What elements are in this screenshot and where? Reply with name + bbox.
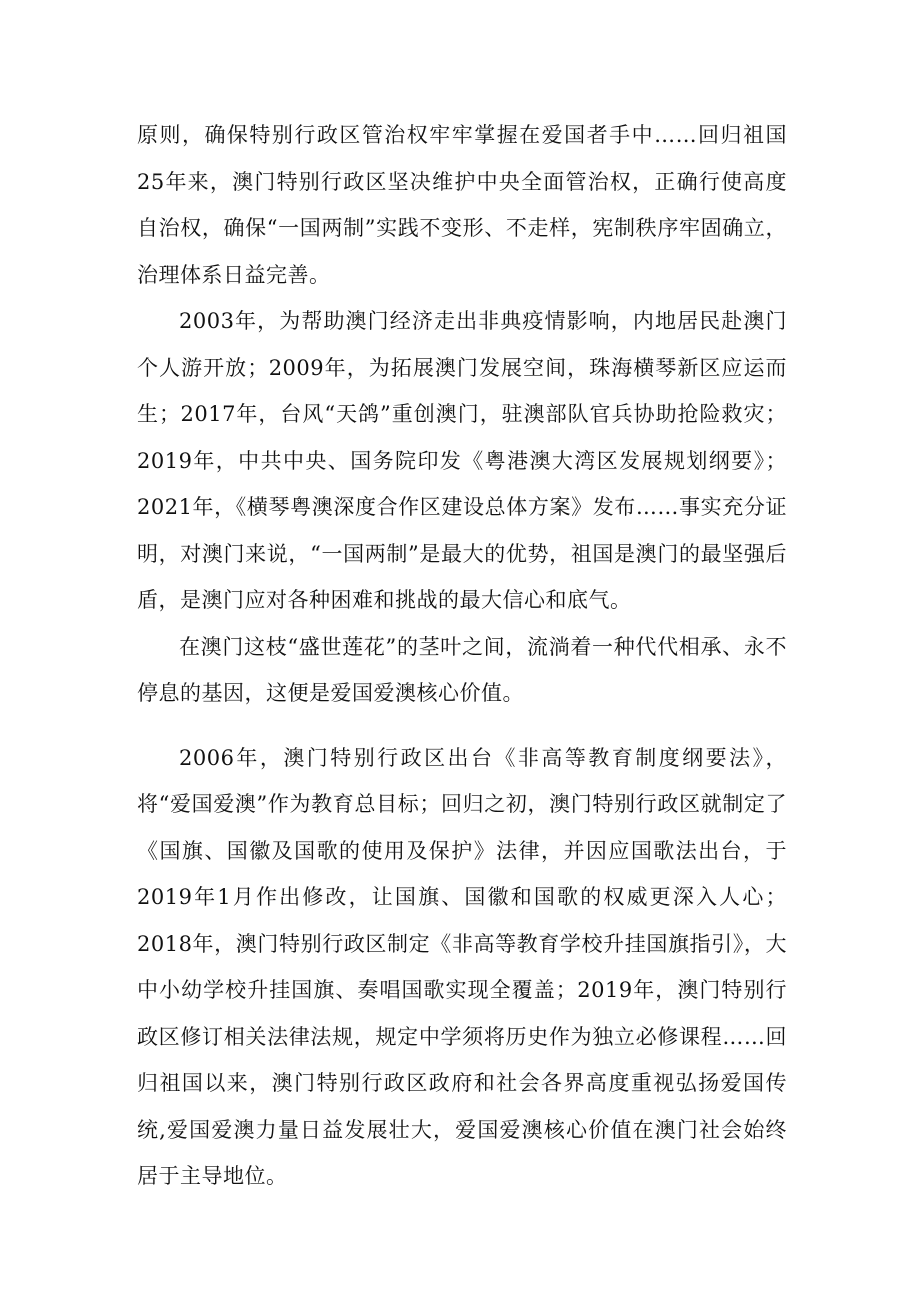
document-body — [137, 112, 787, 1200]
paragraph-core-value: 在澳门这枝“盛世莲花”的茎叶之间，流淌着一种代代相承、永不停息的基因，这便是爱国爱澳核心价值。 — [137, 634, 787, 705]
paragraph-events: 2003年，为帮助澳门经济走出非典疫情影响，内地居民赴澳门个人游开放；2009年，为拓展澳门发展空间，珠海横琴新区应运而生；2017年，台风“天鸽”重创澳门，驻澳部队官兵协助抢险救灾；2019年，中共中央、国务院印发《粤港澳大湾区发展规划纲要》；2021年，《横琴粤澳深度合作区建设总体方案》发布……事实充分证明，对澳门来说，“一国两制”是最大的优势，祖国是澳门的最坚强后盾，是澳门应对各种困难和挑战的最大信心和底气。 — [137, 309, 787, 612]
paragraph-continuation: 原则，确保特别行政区管治权牢牢掌握在爱国者手中……回归祖国25年来，澳门特别行政区坚决维护中央全面管治权，正确行使高度自治权，确保“一国两制”实践不变形、不走样，宪制秩序牢固确立，治理体系日益完善。 — [137, 123, 787, 287]
paragraph-education: 2006年，澳门特别行政区出台《非高等教育制度纲要法》，将“爱国爱澳”作为教育总目标；回归之初，澳门特别行政区就制定了《国旗、国徽及国歌的使用及保护》法律，并因应国歌法出台，于2019年1月作出修改，让国旗、国徽和国歌的权威更深入人心；2018年，澳门特别行政区制定《非高等教育学校升挂国旗指引》，大中小幼学校升挂国旗、奏唱国歌实现全覆盖；2019年，澳门特别行政区修订相关法律法规，规定中学须将历史作为独立必修课程……回归祖国以来，澳门特别行政区政府和社会各界高度重视弘扬爱国传统,爱国爱澳力量日益发展壮大，爱国爱澳核心价值在澳门社会始终居于主导地位。 — [137, 745, 787, 1188]
